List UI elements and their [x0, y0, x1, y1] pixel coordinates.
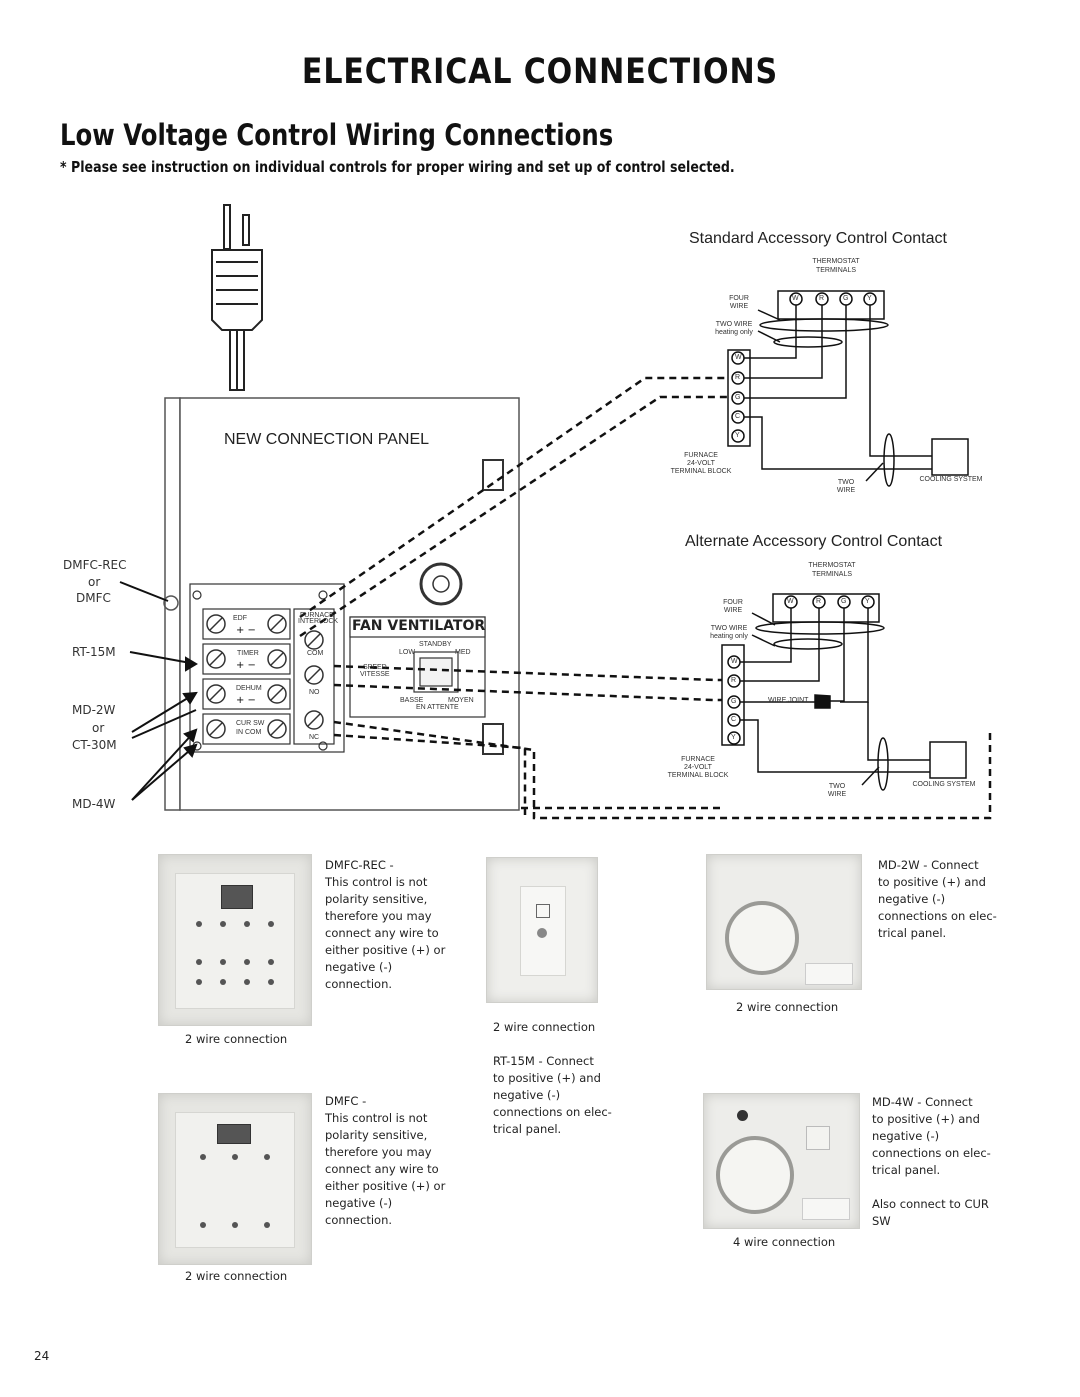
- standard-heading: Standard Accessory Control Contact: [689, 230, 947, 247]
- standard-furnace-3: TERMINAL BLOCK: [670, 468, 732, 475]
- alternate-term-g: G: [841, 598, 847, 605]
- relay-label-furnace: FURNACE: [300, 612, 334, 619]
- alternate-thermostat-1: THERMOSTAT: [808, 562, 856, 569]
- standard-two-wire-2: heating only: [715, 329, 753, 336]
- rt15m-body: RT-15M - Connect to positive (+) and negative (-) connections on elec- trical panel.: [493, 1054, 612, 1136]
- alternate-four-wire-1: FOUR: [723, 599, 743, 606]
- dmfc-title: DMFC -: [325, 1094, 367, 1108]
- left-label-md4w: MD-4W: [72, 797, 116, 811]
- timer-dial-icon: [725, 901, 799, 975]
- alternate-furnace-c: C: [731, 716, 737, 723]
- left-label-md2w: MD-2W: [72, 703, 116, 717]
- standard-term-r: R: [819, 295, 825, 302]
- terminal-label-timer: TIMER: [237, 650, 259, 657]
- standard-term-g: G: [843, 295, 849, 302]
- alternate-furnace-3: TERMINAL BLOCK: [667, 772, 729, 779]
- left-label-dmfc: DMFC: [76, 591, 111, 605]
- md2w-caption: 2 wire connection: [736, 1000, 839, 1014]
- standard-term-w: W: [792, 295, 799, 302]
- page-number: 24: [34, 1349, 50, 1363]
- relay-label-no: NO: [309, 689, 320, 696]
- alternate-two-2: WIRE: [827, 791, 847, 798]
- alternate-two-1: TWO: [828, 783, 846, 790]
- speed-moyen: MOYEN: [448, 697, 474, 704]
- left-label-or-2: or: [92, 721, 105, 735]
- terminal-signs-cur-sw: IN COM: [236, 729, 262, 736]
- terminal-block: [190, 584, 344, 752]
- rt15m-caption: 2 wire connection: [493, 1020, 596, 1034]
- alternate-thermostat-2: TERMINALS: [811, 571, 853, 578]
- panel-title: NEW CONNECTION PANEL: [224, 431, 430, 448]
- standard-furnace-w: W: [735, 354, 742, 361]
- instruction-note: * Please see instruction on individual controls for proper wiring and set up of control selected.: [60, 158, 735, 176]
- knob-icon: [537, 928, 547, 938]
- dmfc-control-image: [158, 1093, 312, 1265]
- alternate-four-wire-2: WIRE: [723, 607, 743, 614]
- speed-low: LOW: [399, 649, 415, 656]
- speed-vitesse: VITESSE: [360, 671, 390, 678]
- relay-label-nc: NC: [309, 734, 320, 741]
- md4w-extra: Also connect to CUR SW: [872, 1197, 989, 1228]
- md2w-control-image: [706, 854, 862, 990]
- standard-four-wire-1: FOUR: [729, 295, 749, 302]
- alternate-term-r: R: [816, 598, 822, 605]
- indicator-icon: [737, 1110, 748, 1121]
- standard-two-wire-1: TWO WIRE: [715, 321, 753, 328]
- left-label-rt15m: RT-15M: [72, 645, 116, 659]
- alternate-cooling: COOLING SYSTEM: [912, 781, 976, 788]
- standard-cooling: COOLING SYSTEM: [919, 476, 983, 483]
- standard-furnace-c: C: [735, 413, 741, 420]
- dmfc-rec-caption: 2 wire connection: [185, 1032, 288, 1046]
- dmfc-caption: 2 wire connection: [185, 1269, 288, 1283]
- speed-speed: SPEED: [363, 664, 387, 671]
- speed-en-attente: EN ATTENTE: [416, 704, 459, 711]
- alternate-furnace-y: Y: [731, 734, 736, 741]
- home-icon: [536, 904, 550, 918]
- standard-two-2: WIRE: [836, 487, 856, 494]
- page-title: ELECTRICAL CONNECTIONS: [301, 52, 779, 92]
- standard-term-y: Y: [867, 295, 872, 302]
- alternate-furnace-w: W: [731, 658, 738, 665]
- standard-furnace-r: R: [735, 374, 741, 381]
- standard-furnace-g: G: [735, 394, 741, 401]
- rt15m-control-image: [486, 857, 598, 1003]
- alternate-wire-joint: WIRE JOINT: [768, 697, 809, 704]
- terminal-label-edf: EDF: [233, 615, 247, 622]
- alternate-furnace-1: FURNACE: [681, 756, 715, 763]
- standard-thermostat-2: TERMINALS: [815, 267, 857, 274]
- standard-two-1: TWO: [837, 479, 855, 486]
- alternate-furnace-g: G: [731, 698, 737, 705]
- dmfc-rec-control-image: [158, 854, 312, 1026]
- alternate-two-wire-2: heating only: [710, 633, 748, 640]
- timer-dial-icon: [716, 1136, 794, 1214]
- switch-icon: [806, 1126, 830, 1150]
- terminal-label-cur-sw: CUR SW: [236, 720, 265, 727]
- power-plug-icon: [212, 205, 262, 390]
- md2w-body: MD-2W - Connect to positive (+) and negative (-) connections on elec- trical panel.: [878, 858, 997, 940]
- speed-standby: STANDBY: [419, 641, 452, 648]
- standard-furnace-2: 24-VOLT: [687, 460, 715, 467]
- standard-furnace-1: FURNACE: [684, 452, 718, 459]
- dmfc-body: This control is not polarity sensitive, therefore you may connect any wire to either positive (+) or negative (-) connection.: [325, 1111, 446, 1227]
- alternate-two-wire-1: TWO WIRE: [710, 625, 748, 632]
- standard-furnace-y: Y: [735, 432, 740, 439]
- alternate-furnace-2: 24-VOLT: [684, 764, 712, 771]
- standard-thermostat-1: THERMOSTAT: [812, 258, 860, 265]
- md4w-caption: 4 wire connection: [733, 1235, 836, 1249]
- alternate-contact-diagram: [722, 594, 966, 790]
- alternate-furnace-r: R: [731, 677, 737, 684]
- standard-contact-diagram: [728, 291, 968, 486]
- terminal-signs-timer: + −: [236, 660, 256, 671]
- section-subtitle: Low Voltage Control Wiring Connections: [60, 118, 614, 152]
- fan-label: FAN VENTILATOR: [352, 618, 486, 634]
- terminal-label-dehum: DEHUM: [236, 685, 262, 692]
- alternate-term-w: W: [787, 598, 794, 605]
- dmfc-rec-title: DMFC-REC -: [325, 858, 394, 872]
- speed-med: MED: [455, 649, 471, 656]
- left-label-ct30m: CT-30M: [72, 738, 117, 752]
- left-label-dmfc-rec: DMFC-REC: [63, 558, 127, 572]
- speed-basse: BASSE: [400, 697, 424, 704]
- left-label-or-1: or: [88, 575, 101, 589]
- terminal-signs-dehum: + −: [236, 695, 256, 706]
- alternate-term-y: Y: [865, 598, 870, 605]
- dmfc-rec-body: This control is not polarity sensitive, therefore you may connect any wire to either positive (+) or negative (-) connection.: [325, 875, 446, 991]
- terminal-signs-edf: + −: [236, 625, 256, 636]
- alternate-heading: Alternate Accessory Control Contact: [685, 533, 943, 550]
- relay-label-com: COM: [307, 650, 324, 657]
- md4w-control-image: [703, 1093, 860, 1229]
- standard-four-wire-2: WIRE: [729, 303, 749, 310]
- md4w-body: MD-4W - Connect to positive (+) and negative (-) connections on elec- trical panel.: [872, 1095, 991, 1177]
- relay-label-interlock: INTERLOCK: [298, 618, 339, 625]
